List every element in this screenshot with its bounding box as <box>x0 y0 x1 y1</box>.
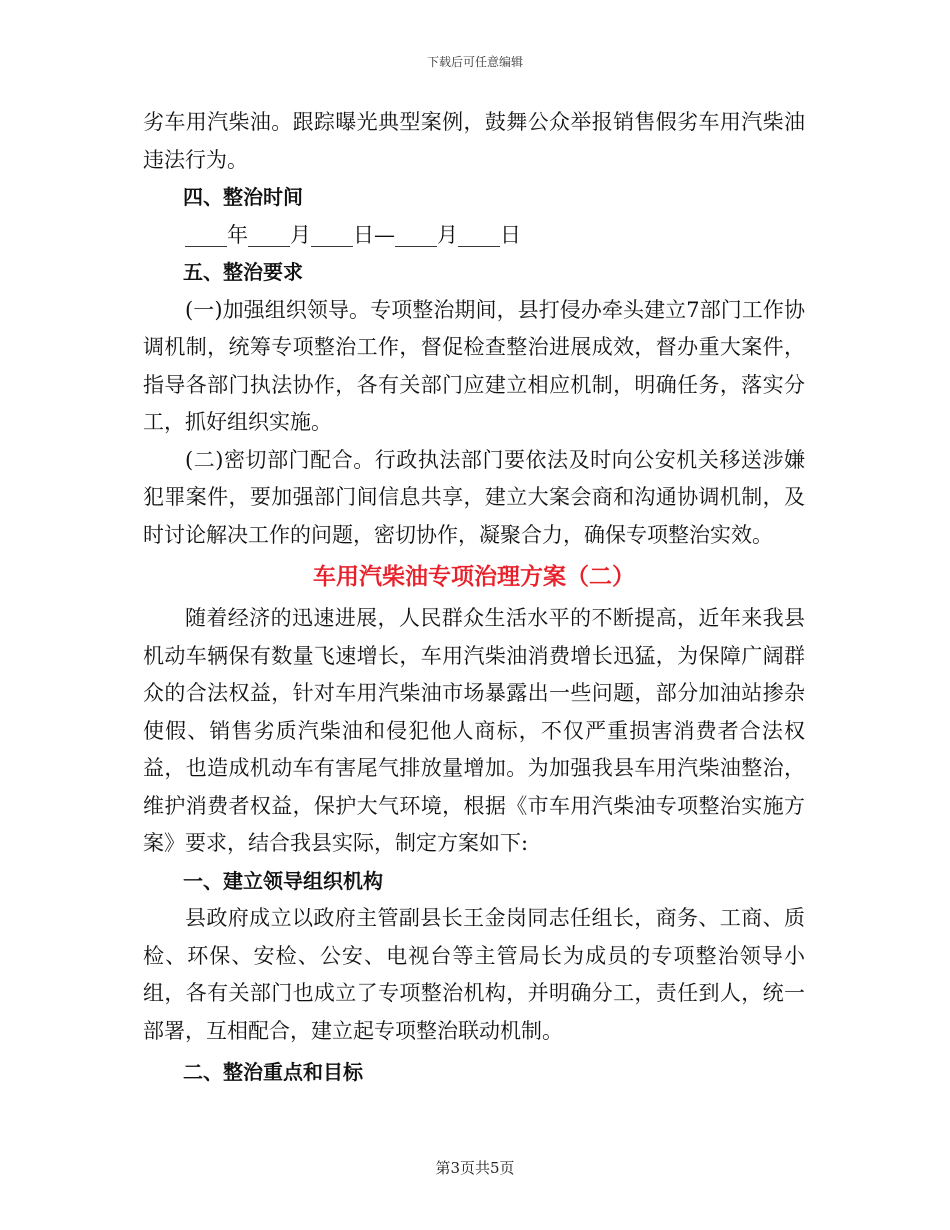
page-footer: 第3页共5页 <box>435 1159 515 1177</box>
page-header: 下载后可任意编辑 <box>426 55 523 69</box>
date-line: ____年____月____日—____月____日 <box>185 222 521 247</box>
section-heading-5: 五、整治要求 <box>183 260 303 284</box>
document-body <box>143 104 805 1092</box>
paragraph-continued: 劣车用汽柴油。跟踪曝光典型案例，鼓舞公众举报销售假劣车用汽柴油违法行为。 <box>143 110 805 172</box>
section-heading-1: 一、建立领导组织机构 <box>183 868 383 893</box>
document-title: 车用汽柴油专项治理方案（二） <box>313 564 635 590</box>
paragraph-requirement-1: (一)加强组织领导。专项整治期间，县打侵办牵头建立7部门工作协调机制，统筹专项整治工作，督促检查整治进展成效，督办重大案件，指导各部门执法协作，各有关部门应建立相应机制，明确任务，落实分工，抓好组织实施。 <box>143 297 805 434</box>
section-heading-2: 二、整治重点和目标 <box>183 1060 363 1084</box>
paragraph-organization: 县政府成立以政府主管副县长王金岗同志任组长，商务、工商、质检、环保、安检、公安、电视台等主管局长为成员的专项整治领导小组，各有关部门也成立了专项整治机构，并明确分工，责任到人，统一部署，互相配合，建立起专项整治联动机制。 <box>143 906 805 1043</box>
paragraph-intro: 随着经济的迅速进展，人民群众生活水平的不断提高，近年来我县机动车辆保有数量飞速增长，车用汽柴油消费增长迅猛，为保障广阔群众的合法权益，针对车用汽柴油市场暴露出一些问题，部分加油站掺杂使假、销售劣质汽柴油和侵犯他人商标，不仅严重损害消费者合法权益，也造成机动车有害尾气排放量增加。为加强我县车用汽柴油整治，维护消费者权益，保护大气环境，根据《市车用汽柴油专项整治实施方案》要求，结合我县实际，制定方案如下: <box>143 606 805 855</box>
paragraph-requirement-2: (二)密切部门配合。行政执法部门要依法及时向公安机关移送涉嫌犯罪案件，要加强部门间信息共享，建立大案会商和沟通协调机制，及时讨论解决工作的问题，密切协作，凝聚合力，确保专项整治实效。 <box>143 447 805 547</box>
section-heading-4: 四、整治时间 <box>183 185 303 209</box>
